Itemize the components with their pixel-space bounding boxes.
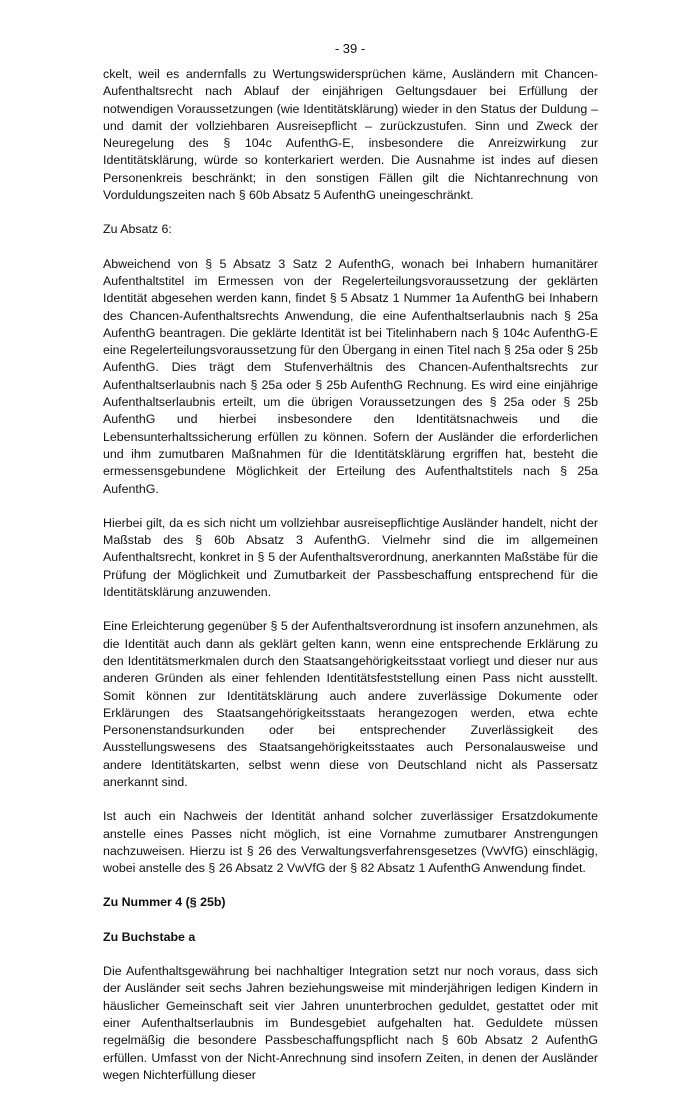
page-content <box>103 66 598 1101</box>
paragraph-continuation: ckelt, weil es andernfalls zu Wertungswidersprüchen käme, Ausländern mit Chancen-Aufenthaltsrecht nach Ablauf der einjährigen Geltungsdauer bei Erfüllung der notwendigen Voraussetzungen (wie Identitätsklärung) wieder in den Status der Duldung – und damit der vollziehbaren Ausreisepflicht – zurückzustufen. Sinn und Zweck der Neuregelung des § 104c AufenthG-E, insbesondere die Anreizwirkung zur Identitätsklärung, würde so konterkariert werden. Die Ausnahme ist indes auf diesen Personenkreis beschränkt; in den sonstigen Fällen gilt die Nichtanrechnung von Vorduldungszeiten nach § 60b Absatz 5 AufenthG uneingeschränkt. <box>103 67 598 203</box>
paragraph-nachweis: Ist auch ein Nachweis der Identität anhand solcher zuverlässiger Ersatzdokumente anstelle eines Passes nicht möglich, ist eine Vornahme zumutbarer Anstrengungen nachzuweisen. Hierzu ist § 26 des Verwaltungsverfahrensgesetzes (VwVfG) einschlägig, wobei anstelle des § 26 Absatz 2 VwVfG der § 82 Absatz 1 AufenthG Anwendung findet. <box>103 809 598 876</box>
paragraph-buchstabe-a-body: Die Aufenthaltsgewährung bei nachhaltiger Integration setzt nur noch voraus, dass sich der Ausländer seit sechs Jahren beziehungsweise mit minderjährigen ledigen Kindern in häuslicher Gemeinschaft seit vier Jahren ununterbrochen geduldet, gestattet oder mit einer Aufenthaltserlaubnis im Bundesgebiet aufgehalten hat. Geduldete müssen regelmäßig die besondere Passbeschaffungspflicht nach § 60b Absatz 2 AufenthG erfüllen. Umfasst von der Nicht-Anrechnung sind insofern Zeiten, in denen der Ausländer wegen Nichterfüllung dieser <box>103 964 598 1082</box>
paragraph-subheading-absatz-6: Zu Absatz 6: <box>103 222 172 237</box>
heading-buchstabe-a: Zu Buchstabe a <box>103 929 196 944</box>
page-number: - 39 - <box>334 41 366 56</box>
paragraph-erleichterung: Eine Erleichterung gegenüber § 5 der Aufenthaltsverordnung ist insofern anzunehmen, als die Identität auch dann als geklärt gelten kann, wenn eine entsprechende Erklärung zu den Identitätsmerkmalen durch den Staatsangehörigkeitsstaat vorliegt und dieser nur aus anderen Gründen als einer fehlenden Identitätsfeststellung einen Pass nicht ausstellt. Somit können zur Identitätsklärung auch andere zuverlässige Dokumente oder Erklärungen des Staatsangehörigkeitsstaats herangezogen werden, etwa echte Personenstandsurkunden oder bei entsprechender Zuverlässigkeit des Ausstellungswesens des Staatsangehörigkeitsstaates auch Personalausweise und andere Identitätskarten, selbst wenn diese von Deutschland nicht als Passersatz anerkannt sind. <box>103 619 598 789</box>
paragraph-absatz-6-body: Abweichend von § 5 Absatz 3 Satz 2 AufenthG, wonach bei Inhabern humanitärer Aufenthaltstitel im Ermessen von der Regelerteilungsvoraussetzung der geklärten Identität abgesehen werden kann, findet § 5 Absatz 1 Nummer 1a AufenthG bei Inhabern des Chancen-Aufenthaltsrechts Anwendung, die eine Aufenthaltserlaubnis nach § 25a AufenthG beantragen. Die geklärte Identität ist bei Titelinhabern nach § 104c AufenthG-E eine Regelerteilungsvoraussetzung für den Übergang in einen Titel nach § 25a oder § 25b AufenthG. Dies trägt dem Stufenverhältnis des Chancen-Aufenthaltsrechts zur Aufenthaltserlaubnis nach § 25a oder § 25b AufenthG Rechnung. Es wird eine einjährige Aufenthaltserlaubnis erteilt, um die übrigen Voraussetzungen des § 25a oder § 25b AufenthG und hierbei insbesondere den Identitätsnachweis und die Lebensunterhaltssicherung erfüllen zu können. Sofern der Ausländer die erforderlichen und ihm zumutbaren Maßnahmen für die Identitätsklärung ergriffen hat, besteht die ermessensgebundene Möglichkeit der Erteilung des Aufenthaltstitels nach § 25a AufenthG. <box>103 256 598 496</box>
paragraph-massstab: Hierbei gilt, da es sich nicht um vollziehbar ausreisepflichtige Ausländer handelt, nicht der Maßstab des § 60b Absatz 3 AufenthG. Vielmehr sind die im allgemeinen Aufenthaltsrecht, konkret in § 5 der Aufenthaltsverordnung, anerkannten Maßstäbe für die Prüfung der Möglichkeit und Zumutbarkeit der Passbeschaffung entsprechend für die Identitätsklärung anzuwenden. <box>103 515 598 600</box>
heading-nummer-4: Zu Nummer 4 (§ 25b) <box>103 895 226 910</box>
